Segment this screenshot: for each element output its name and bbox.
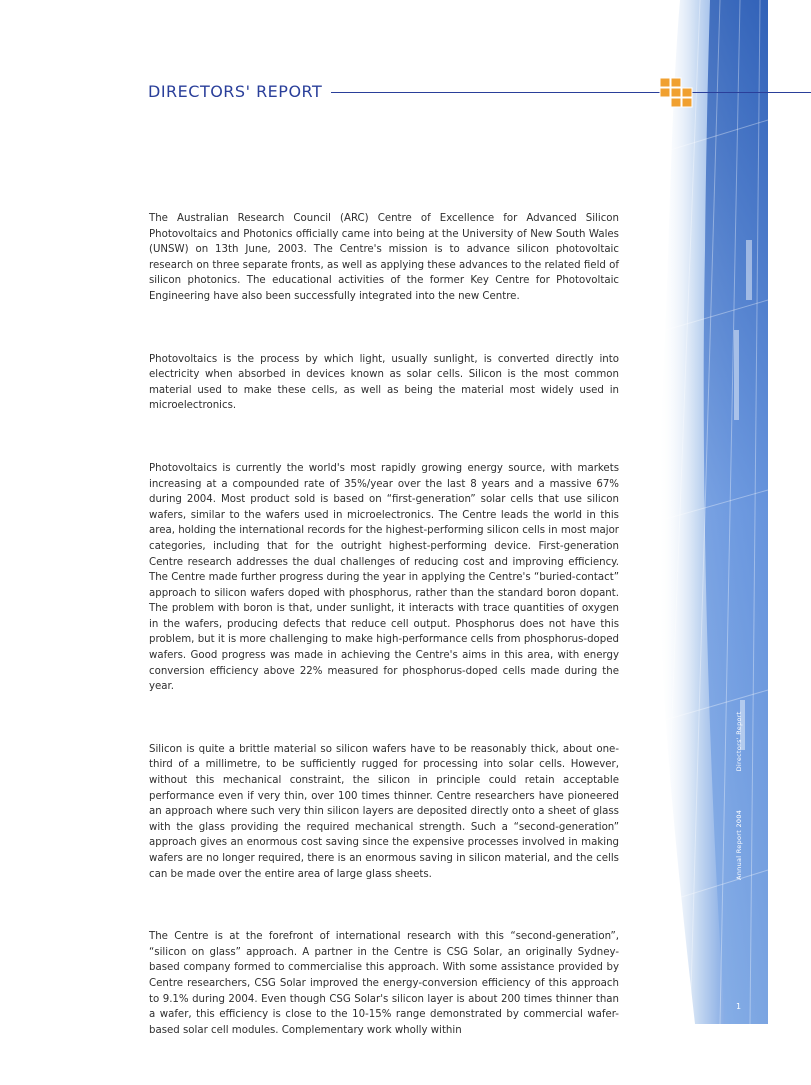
- annual-report-label: Annual Report 2004: [735, 809, 743, 880]
- body-paragraph: Photovoltaics is the process by which light, usually sunlight, is converted directly into electricity when absorbed in devices known as solar cells. Silicon is the most common material used to make these cells, as well as being the material most widely used in microelectronics.: [149, 353, 619, 412]
- centre-logo-icon: [658, 74, 694, 110]
- body-paragraph: The Australian Research Council (ARC) Centre of Excellence for Advanced Silicon Photovoltaics and Photonics officially came into being at the University of New South Wales (UNSW) on 13th June, 2003. The Centre's mission is to advance silicon photovoltaic research on three separate fronts, as well as applying these advances to the related field of silicon photonics. The educational activities of the former Key Centre for Photovoltaic Engineering have also been successfully integrated into the new Centre.: [149, 213, 619, 302]
- header-rule: [331, 92, 811, 93]
- body-paragraph: Silicon is quite a brittle material so silicon wafers have to be reasonably thick, about one-third of a millimetre, to be sufficiently rugged for processing into solar cells. However, without this mechanical constraint, the silicon in principle could retain acceptable performance even if very thin, over 100 times thinner. Centre researchers have pioneered an approach where such very thin silicon layers are deposited directly onto a sheet of glass with the glass providing the required mechanical strength. Such a “second-generation” approach gives an enormous cost saving since the expensive processes involved in making wafers are no longer required, there is an enormous saving in silicon material, and the cells can be made over the entire area of large glass sheets.: [149, 743, 619, 880]
- page-title: DIRECTORS' REPORT: [148, 82, 323, 101]
- section-label: Directors' Report: [735, 711, 743, 772]
- report-header: [148, 80, 648, 110]
- page-number: 1: [736, 1002, 742, 1011]
- report-body: [149, 211, 619, 1085]
- body-paragraph: Photovoltaics is currently the world's most rapidly growing energy source, with markets increasing at a compounded rate of 35%/year over the last 8 years and a massive 67% during 2004. Most product sold is based on “first-generation” solar cells that use silicon wafers, similar to the wafers used in microelectronics. The Centre leads the world in this area, holding the international records for the highest-performing silicon cells in most major categories, including that for the outright highest-performing device. First-generation Centre research addresses the dual challenges of reducing cost and improving efficiency. The Centre made further progress during the year in applying the Centre's “buried-contact” approach to silicon wafers doped with phosphorus, rather than the standard boron dopant. The problem with boron is that, under sunlight, it interacts with trace quantities of oxygen in the wafers, producing defects that reduce cell output. Phosphorus does not have this problem, but it is more challenging to make high-performance cells from phosphorus-doped wafers. Good progress was made in achieving the Centre's aims in this area, with energy conversion efficiency above 22% measured for phosphorus-doped cells made during the year.: [149, 462, 619, 693]
- sidebar-running-label: [735, 675, 743, 880]
- body-paragraph: The Centre is at the forefront of international research with this “second-generation”, “silicon on glass” approach. A partner in the Centre is CSG Solar, an originally Sydney-based company formed to commercialise this approach. With some assistance provided by Centre researchers, CSG Solar improved the energy-conversion efficiency of this approach to 9.1% during 2004. Even though CSG Solar's silicon layer is about 200 times thinner than a wafer, this efficiency is close to the 10-15% range demonstrated by commercial wafer-based solar cell modules. Complementary work wholly within: [149, 931, 619, 1036]
